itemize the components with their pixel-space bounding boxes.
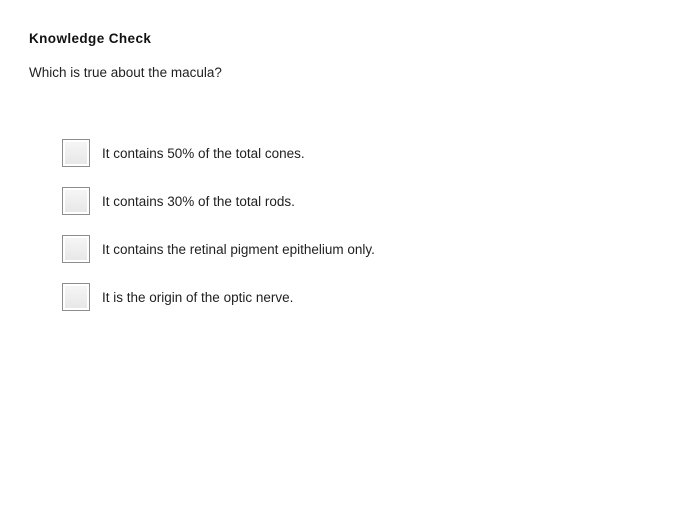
answer-option-2[interactable] [62, 187, 375, 215]
answer-label-1[interactable]: It contains 50% of the total cones. [102, 145, 305, 161]
answer-checkbox-2[interactable] [62, 187, 90, 215]
answer-options [62, 139, 375, 331]
answer-label-3[interactable]: It contains the retinal pigment epithelium only. [102, 241, 375, 257]
answer-label-2[interactable]: It contains 30% of the total rods. [102, 193, 295, 209]
answer-label-4[interactable]: It is the origin of the optic nerve. [102, 289, 294, 305]
answer-checkbox-1[interactable] [62, 139, 90, 167]
answer-option-4[interactable] [62, 283, 375, 311]
answer-checkbox-4[interactable] [62, 283, 90, 311]
answer-option-1[interactable] [62, 139, 375, 167]
answer-checkbox-3[interactable] [62, 235, 90, 263]
answer-option-3[interactable] [62, 235, 375, 263]
question-text: Which is true about the macula? [29, 65, 222, 80]
page-title: Knowledge Check [29, 31, 152, 46]
